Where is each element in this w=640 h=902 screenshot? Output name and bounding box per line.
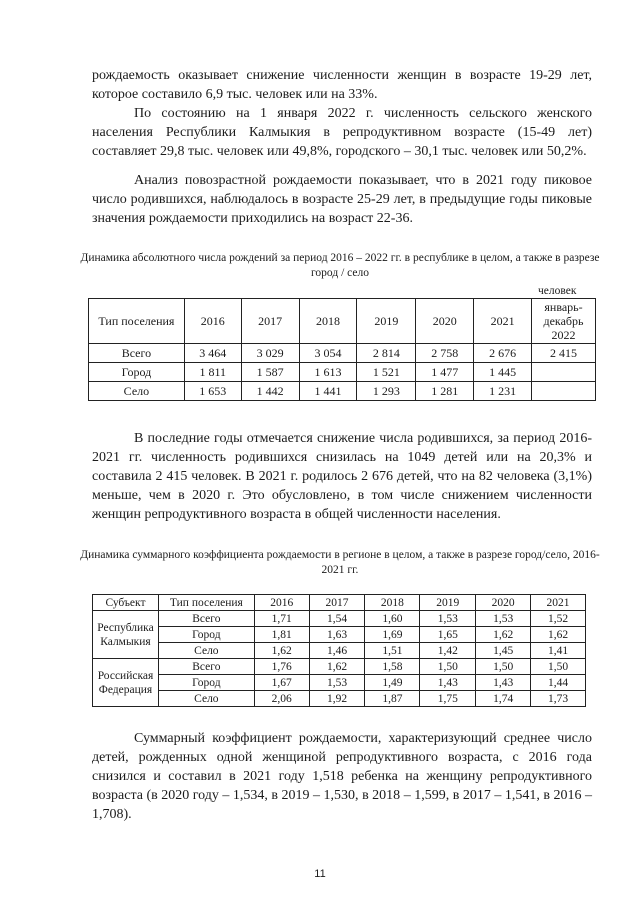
paragraph-3: Анализ повозрастной рождаемости показывает, что в 2021 году пиковое число родившихся, наблюдалось в возрасте 25-29 лет, в предыдущие годы пиковые значения рождаемости приходились на возраст 22-36. [92,173,592,226]
table1-unit: человек [538,285,577,297]
table-cell: 2 676 [474,344,532,363]
table-cell: 1 811 [184,363,241,382]
table2-header-cell: 2019 [420,595,476,611]
table-cell: Село [158,643,254,659]
table-cell: 1,53 [476,611,531,627]
table-cell: 1,53 [420,611,476,627]
table-row [93,627,586,643]
births-table [88,298,596,401]
table-cell: Село [89,382,185,401]
table-row [89,363,596,382]
table-cell: 2,06 [254,691,309,707]
table-row [93,659,586,675]
paragraph-2: По состоянию на 1 января 2022 г. численность сельского женского населения Республики Калмыкия в репродуктивном возрасте (15-49 лет) составляет 29,8 тыс. человек или 49,8%, городского – 30,1 тыс. человек или 50,2%. [92,106,592,159]
table-cell: 2 758 [416,344,474,363]
table-cell: 1 521 [357,363,416,382]
table-cell: 1,87 [365,691,420,707]
table2-caption: Динамика суммарного коэффициента рождаемости в регионе в целом, а также в разрезе город/село, 2016-2021 гг. [80,549,600,576]
table-cell: 1 587 [241,363,299,382]
paragraph-1: рождаемость оказывает снижение численности женщин в возрасте 19-29 лет, которое составило 6,9 тыс. человек или на 33%. [92,68,592,102]
table-cell: 1,60 [365,611,420,627]
table2-header-cell: Субъект [93,595,159,611]
table1-header-cell: 2018 [299,299,357,344]
table2-header-cell: 2021 [531,595,586,611]
table-cell: 1,71 [254,611,309,627]
table1-header-cell: Тип поселения [89,299,185,344]
table-cell: 1 231 [474,382,532,401]
table-cell: 1 441 [299,382,357,401]
table-cell [532,363,596,382]
table-cell: 1,50 [476,659,531,675]
table-cell: 1,54 [309,611,365,627]
table-cell: Всего [89,344,185,363]
table-cell: 1,75 [420,691,476,707]
table1-caption: Динамика абсолютного числа рождений за период 2016 – 2022 гг. в республике в целом, а также в разрезе город / село [80,252,600,279]
table-cell: 1 613 [299,363,357,382]
table2-header-row [93,595,586,611]
table-cell: 3 464 [184,344,241,363]
subject-cell: Республика Калмыкия [93,611,159,659]
table-cell: 1 653 [184,382,241,401]
table1-header-cell: январь-декабрь 2022 [532,299,596,344]
table-cell: 1,62 [309,659,365,675]
table-cell: 1 293 [357,382,416,401]
table-row [93,675,586,691]
table-cell: Город [158,675,254,691]
table-cell: 1,46 [309,643,365,659]
table-cell: 3 054 [299,344,357,363]
table1-header-cell: 2016 [184,299,241,344]
table2-header-cell: 2018 [365,595,420,611]
table-cell: 1,76 [254,659,309,675]
table-cell: 1,44 [531,675,586,691]
table2-header-cell: Тип поселения [158,595,254,611]
table-row [93,643,586,659]
table-cell: Всего [158,611,254,627]
table-cell: 1,58 [365,659,420,675]
table-cell: 1 477 [416,363,474,382]
page-number: 11 [314,868,326,880]
table-cell: 2 814 [357,344,416,363]
table-cell: 1,62 [254,643,309,659]
table-cell: 1,65 [420,627,476,643]
table-cell: 1,73 [531,691,586,707]
table-cell: Всего [158,659,254,675]
table-cell: 1,81 [254,627,309,643]
table-row [89,344,596,363]
table-cell: 1,45 [476,643,531,659]
table-row [93,611,586,627]
table-row [93,691,586,707]
table-cell: 1 281 [416,382,474,401]
table1-header-row [89,299,596,344]
table1-header-cell: 2019 [357,299,416,344]
table2-header-cell: 2017 [309,595,365,611]
table2-header-cell: 2016 [254,595,309,611]
table-cell: 1,74 [476,691,531,707]
table-cell: 1,63 [309,627,365,643]
table-cell: 1,50 [420,659,476,675]
table-cell: 1,62 [531,627,586,643]
table-cell: 1 445 [474,363,532,382]
subject-cell: Российская Федерация [93,659,159,707]
table-cell: 1,41 [531,643,586,659]
table-cell: 1,67 [254,675,309,691]
table-row [89,382,596,401]
table-cell: 1,52 [531,611,586,627]
table-cell: 1,53 [309,675,365,691]
table-cell: Город [89,363,185,382]
table-cell: 3 029 [241,344,299,363]
table-cell: 1,49 [365,675,420,691]
table-cell: 1,62 [476,627,531,643]
paragraph-4: В последние годы отмечается снижение числа родившихся, за период 2016-2021 гг. численность родившихся снизилась на 1049 детей или на 20,3% и составила 2 415 человек. В 2021 г. родилось 2 676 детей, что на 82 человека (3,1%) меньше, чем в 2020 г. Это обусловлено, в том числе снижением численности женщин репродуктивного возраста в общей численности населения. [92,431,592,522]
table-cell [532,382,596,401]
table-cell: 1,42 [420,643,476,659]
table-cell: 1,92 [309,691,365,707]
table1-header-cell: 2021 [474,299,532,344]
table-cell: 1,69 [365,627,420,643]
table-cell: Город [158,627,254,643]
fertility-table [92,594,586,707]
table-cell: 1,43 [420,675,476,691]
table-cell: 1,43 [476,675,531,691]
table-cell: 2 415 [532,344,596,363]
paragraph-5: Суммарный коэффициент рождаемости, характеризующий среднее число детей, рожденных одной женщиной репродуктивного возраста, с 2016 года снизился и составил в 2021 году 1,518 ребенка на женщину репродуктивного возраста (в 2020 году – 1,534, в 2019 – 1,530, в 2018 – 1,599, в 2017 – 1,541, в 2016 – 1,708). [92,731,592,822]
table-cell: 1 442 [241,382,299,401]
table1-header-cell: 2020 [416,299,474,344]
table-cell: 1,51 [365,643,420,659]
table-cell: 1,50 [531,659,586,675]
table1-header-cell: 2017 [241,299,299,344]
table2-header-cell: 2020 [476,595,531,611]
table-cell: Село [158,691,254,707]
